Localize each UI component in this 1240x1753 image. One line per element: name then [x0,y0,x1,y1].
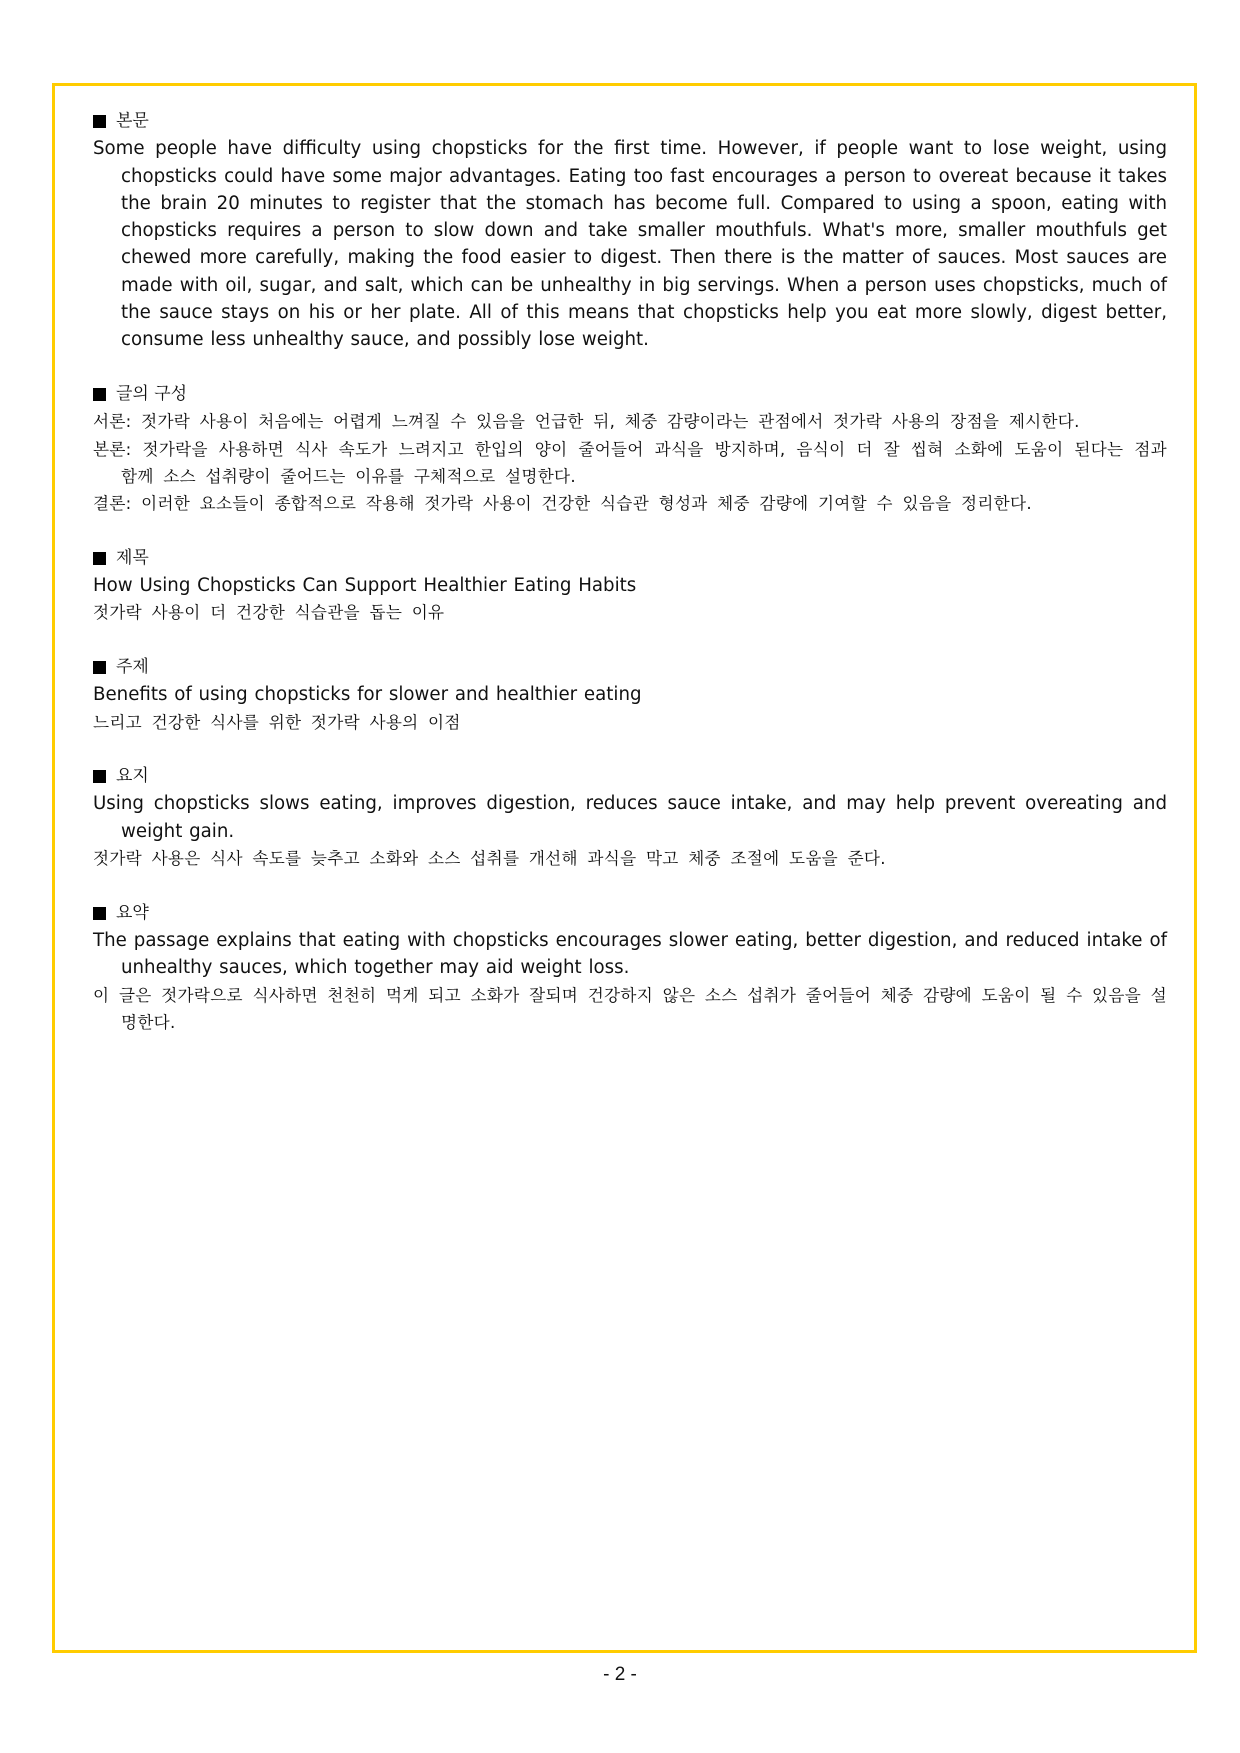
section-summary [93,900,1167,1036]
section-heading [93,900,1167,927]
section-gist [93,763,1167,872]
body-passage-english: Some people have difficulty using chopsticks for the first time. However, if people want to lose weight, using chopsticks could have some major advantages. Eating too fast encourages a person to overeat because it takes the brain 20 minutes to register that the stomach has become full. Compared to using a spoon, eating with chopsticks requires a person to slow down and take smaller mouthfuls. What's more, smaller mouthfuls get chewed more carefully, making the food easier to digest. Then there is the matter of sauces. Most sauces are made with oil, sugar, and salt, which can be unhealthy in big servings. When a person uses chopsticks, much of the sauce stays on his or her plate. All of this means that chopsticks help you eat more slowly, digest better, consume less unhealthy sauce, and possibly lose weight. [93,138,1167,351]
gist-english: Using chopsticks slows eating, improves digestion, reduces sauce intake, and may help prevent overeating and weight gain. [93,793,1167,842]
gist-korean: 젓가락 사용은 식사 속도를 늦추고 소화와 소스 섭취를 개선해 과식을 막고 체중 조절에 도움을 준다. [93,849,886,869]
section-heading-label: 요약 [116,902,149,923]
section-heading [93,545,1167,572]
section-topic [93,654,1167,736]
section-heading-label: 본문 [116,111,149,131]
black-square-bullet-icon [93,907,106,920]
topic-english: Benefits of using chopsticks for slower and healthier eating [93,684,642,706]
section-structure [93,381,1167,517]
black-square-bullet-icon [93,552,106,565]
black-square-bullet-icon [93,115,106,128]
page-number: - 2 - [603,1664,637,1685]
title-korean: 젓가락 사용이 더 건강한 식습관을 돕는 이유 [93,603,445,623]
section-body-text [93,108,1167,354]
structure-introduction: 서론: 젓가락 사용이 처음에는 어렵게 느껴질 수 있음을 언급한 뒤, 체중 감량이라는 관점에서 젓가락 사용의 장점을 제시한다. [93,412,1080,432]
structure-conclusion: 결론: 이러한 요소들이 종합적으로 작용해 젓가락 사용이 건강한 식습관 형성과 체중 감량에 기여할 수 있음을 정리한다. [93,494,1032,514]
section-heading-label: 글의 구성 [116,383,188,404]
title-english: How Using Chopsticks Can Support Healthier Eating Habits [93,575,637,597]
section-heading-label: 요지 [116,766,149,787]
document-content [93,108,1167,1063]
summary-korean: 이 글은 젓가락으로 식사하면 천천히 먹게 되고 소화가 잘되며 건강하지 않은 소스 섭취가 줄어들어 체중 감량에 도움이 될 수 있음을 설명한다. [93,985,1167,1032]
section-heading [93,654,1167,681]
black-square-bullet-icon [93,661,106,674]
section-heading [93,108,1167,135]
structure-main-body: 본론: 젓가락을 사용하면 식사 속도가 느려지고 한입의 양이 줄어들어 과식을 방지하며, 음식이 더 잘 씹혀 소화에 도움이 된다는 점과 함께 소스 섭취량이 줄어드는 이유를 구체적으로 설명한다. [93,439,1167,486]
topic-korean: 느리고 건강한 식사를 위한 젓가락 사용의 이점 [93,712,461,732]
section-heading [93,763,1167,790]
section-title [93,545,1167,627]
section-heading-label: 주제 [116,656,149,677]
section-heading [93,381,1167,408]
black-square-bullet-icon [93,388,106,401]
summary-english: The passage explains that eating with chopsticks encourages slower eating, better digestion, and reduced intake of unhealthy sauces, which together may aid weight loss. [93,929,1167,979]
section-heading-label: 제목 [116,547,149,568]
black-square-bullet-icon [93,770,106,783]
